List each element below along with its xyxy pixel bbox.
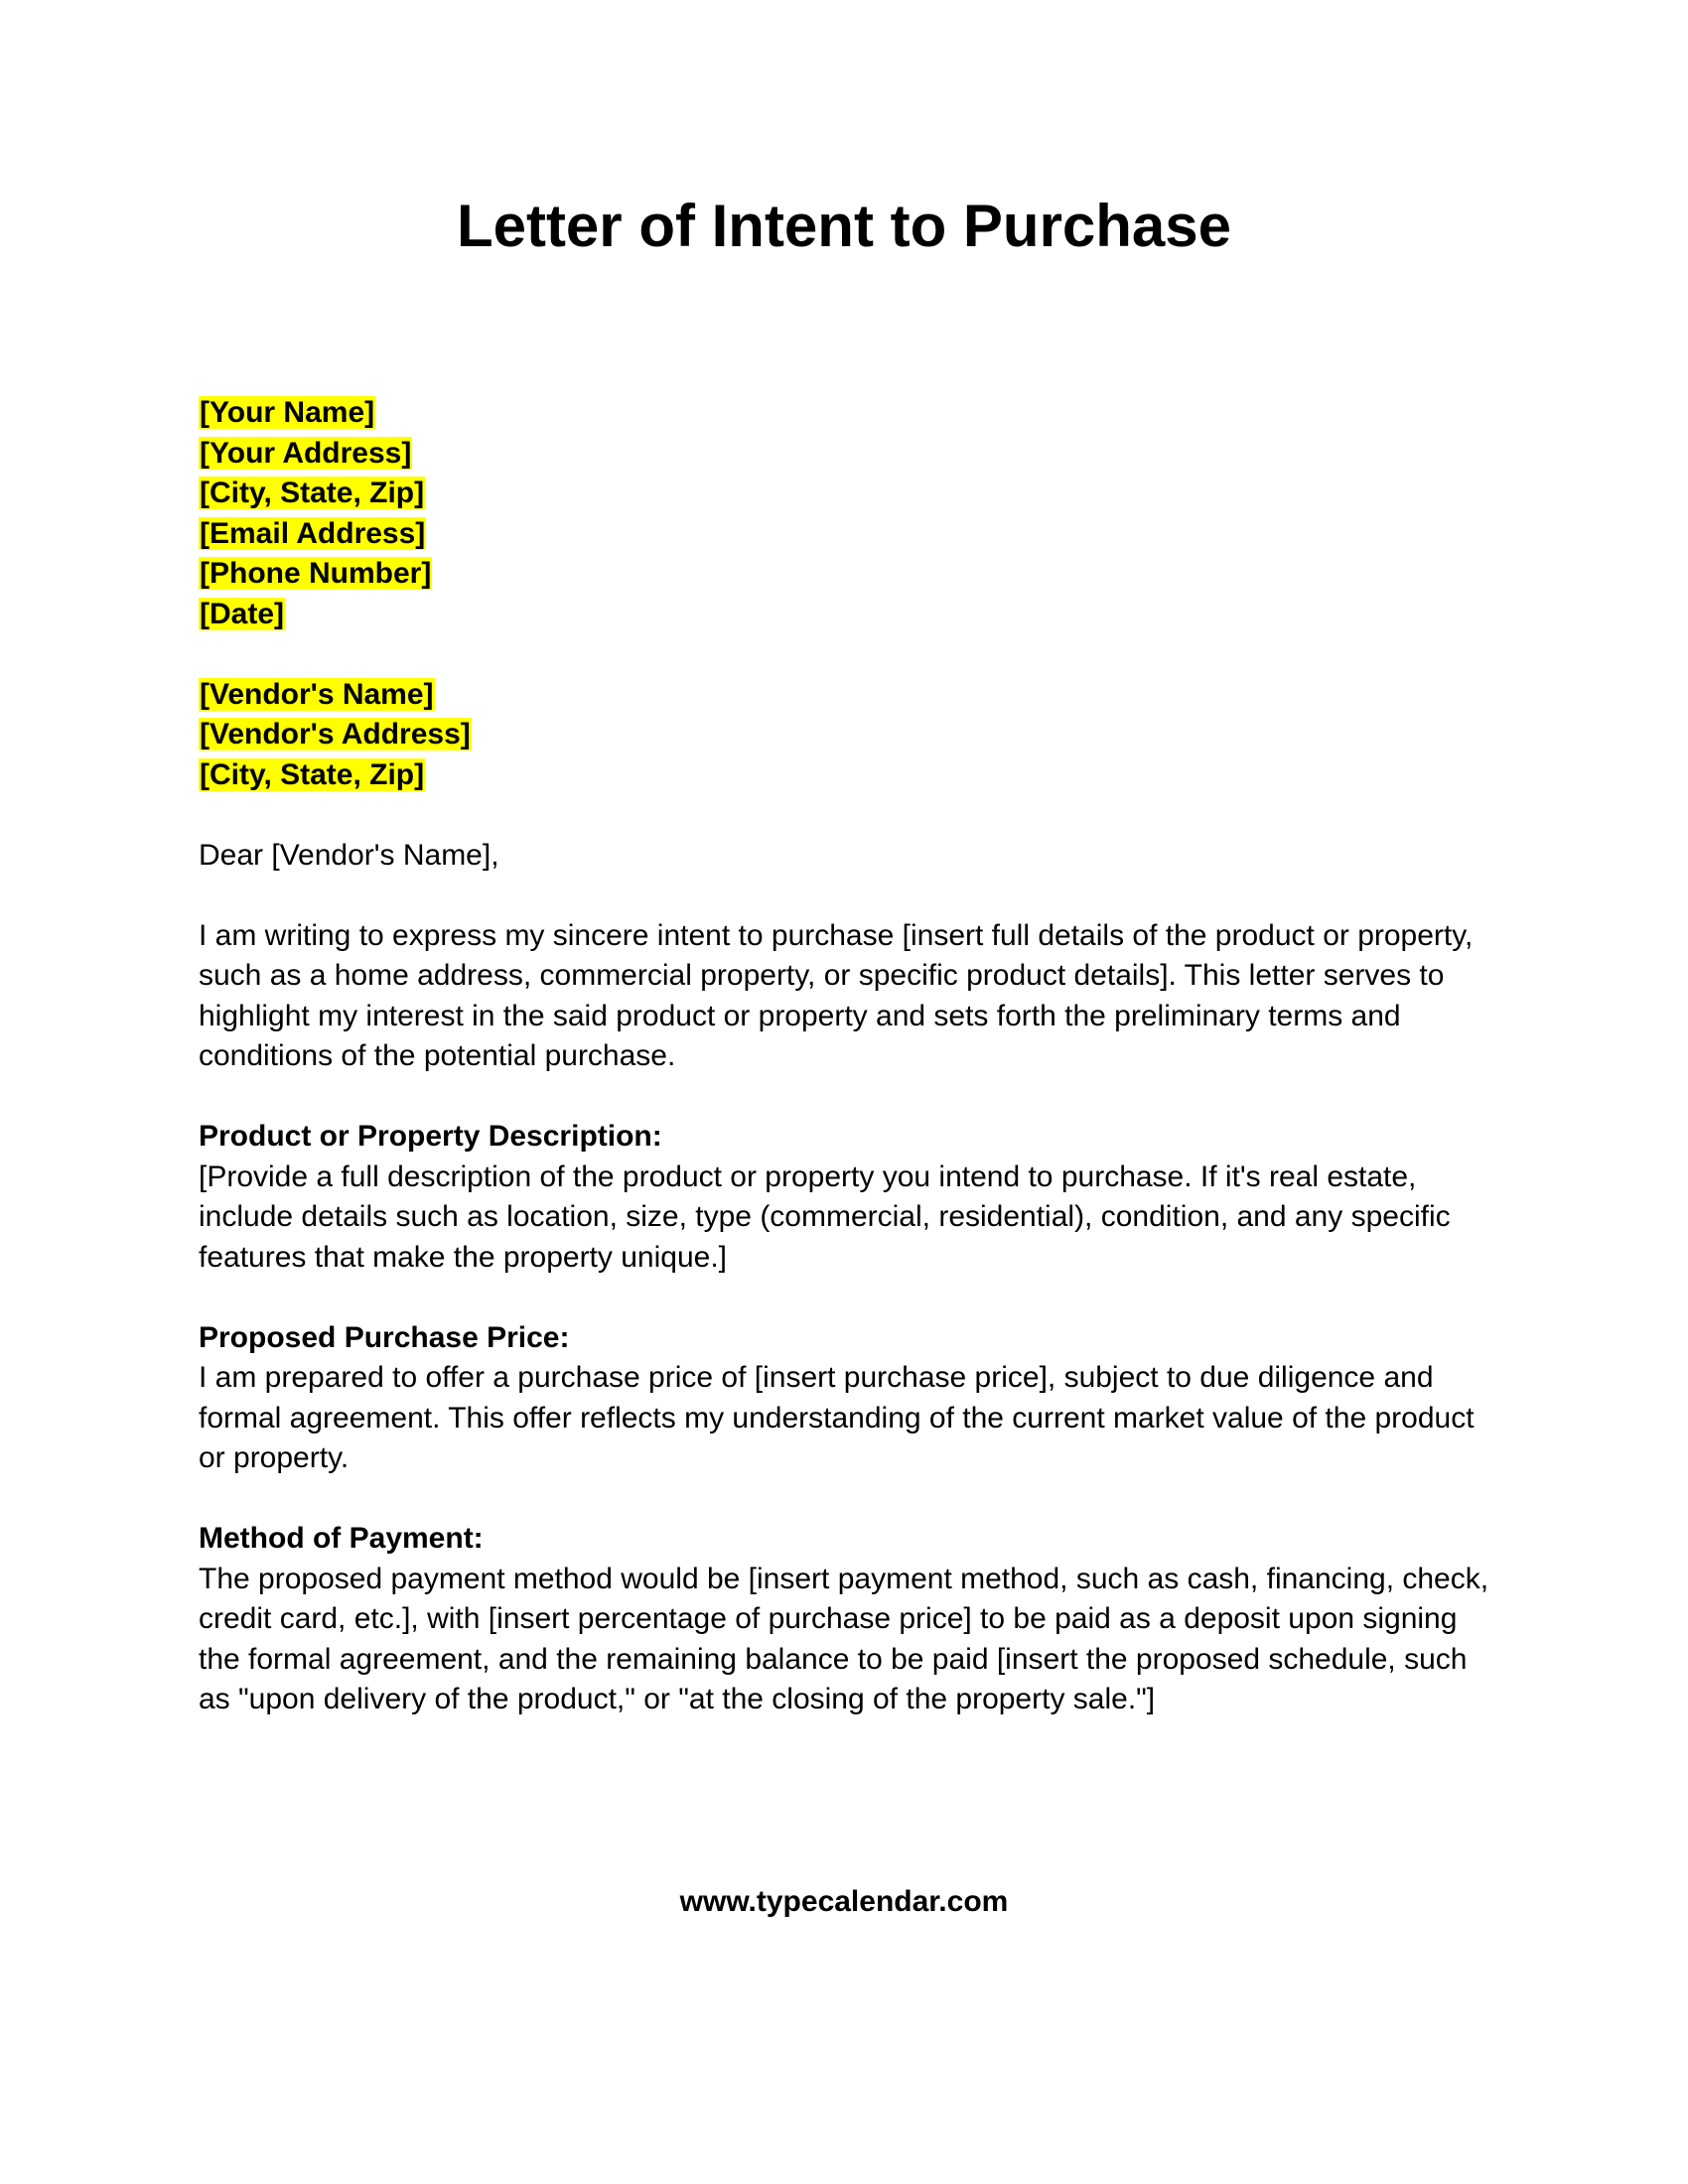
salutation: Dear [Vendor's Name], (199, 838, 499, 872)
sender-block (199, 393, 1489, 634)
sender-city-state-zip: [City, State, Zip] (200, 477, 425, 509)
recipient-city-state-zip: [City, State, Zip] (200, 757, 425, 791)
intro-paragraph: I am writing to express my sincere intent to purchase [insert full details of the product or property, such as a home address, commercial property, or specific product details]. This letter serves to highlight my interest in the said product or property and sets forth the preliminary terms and conditions of the potential purchase. (199, 918, 1474, 1072)
section-heading: Method of Payment: (199, 1522, 484, 1555)
sender-name: [Your Name] (200, 396, 375, 429)
section-body: [Provide a full description of the product or property you intend to purchase. If it's real estate, include details such as location, size, type (commercial, residential), condition, and any specific features that make the property unique.] (199, 1160, 1451, 1274)
letter-body (199, 393, 1489, 1760)
section-body: The proposed payment method would be [insert payment method, such as cash, financing, check, credit card, etc.], with [insert percentage of purchase price] to be paid as a deposit upon signing the formal agreement, and the remaining balance to be paid [insert the proposed schedule, such as "upon delivery of the product," or "at the closing of the property sale."] (199, 1562, 1489, 1715)
letter-date: [Date] (200, 597, 285, 630)
recipient-address: [Vendor's Address] (200, 718, 471, 751)
section-heading: Product or Property Description: (199, 1120, 662, 1153)
recipient-block (199, 675, 1489, 796)
section-purchase-price (199, 1318, 1489, 1479)
section-payment-method (199, 1519, 1489, 1720)
sender-email: [Email Address] (200, 516, 426, 550)
section-product-description (199, 1117, 1489, 1278)
footer-website: www.typecalendar.com (679, 1885, 1009, 1918)
section-body: I am prepared to offer a purchase price of [insert purchase price], subject to due diligence and formal agreement. This offer reflects my understanding of the current market value of the product or property. (199, 1361, 1475, 1474)
document-title: Letter of Intent to Purchase (456, 193, 1232, 259)
recipient-name: [Vendor's Name] (200, 677, 434, 711)
section-heading: Proposed Purchase Price: (199, 1320, 570, 1354)
sender-address: [Your Address] (200, 436, 412, 470)
sender-phone: [Phone Number] (200, 557, 432, 590)
